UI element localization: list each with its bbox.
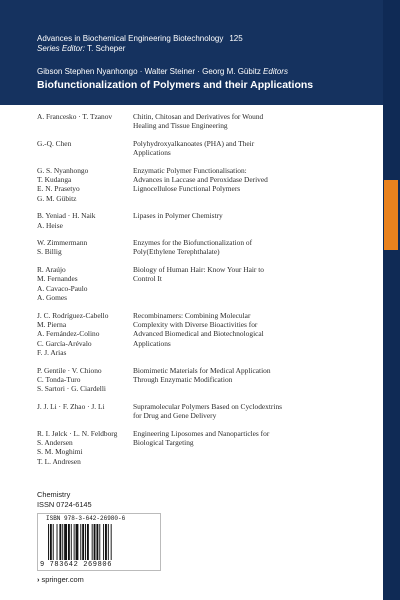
barcode-bar <box>103 524 104 560</box>
barcode <box>37 513 161 571</box>
toc-title: Chitin, Chitosan and Derivatives for Wound Healing and Tissue Engineering <box>133 112 264 131</box>
barcode-bar <box>68 524 70 560</box>
barcode-bar <box>92 524 93 560</box>
site-prefix: › <box>37 575 42 584</box>
series-line <box>37 33 243 44</box>
editors-names: Gibson Stephen Nyanhongo · Walter Steiner · Georg M. Gübitz <box>37 67 261 76</box>
toc-authors: R. I. Jølck · L. N. Feldborg S. Andersen S. M. Moghimi T. L. Andresen <box>37 428 118 466</box>
series-editor-label: Series Editor: <box>37 44 86 53</box>
barcode-bar <box>94 524 96 560</box>
barcode-bar <box>76 524 79 560</box>
toc-authors: B. Yeniad · H. Naik A. Heise <box>37 211 96 230</box>
toc-title: Recombinamers: Combining Molecular Complexity with Diverse Bioactivities for Advanced Biomedical and Biotechnological Applications <box>133 310 264 348</box>
barcode-bar <box>71 524 72 560</box>
subject-label: Chemistry <box>37 490 71 499</box>
toc-entry <box>37 166 377 204</box>
barcode-bar <box>82 524 84 560</box>
barcode-bar <box>87 524 89 560</box>
toc-entry <box>37 311 377 358</box>
toc-entry <box>37 366 377 394</box>
toc-authors: J. J. Li · F. Zhao · J. Li <box>37 401 105 411</box>
toc-title: Enzymes for the Biofunctionalization of Poly(Ethylene Terephthalate) <box>133 238 253 257</box>
toc-authors: J. C. Rodríguez-Cabello M. Pierna A. Fernández-Colino C. García-Arévalo F. J. Arias <box>37 310 109 358</box>
toc-entry <box>37 402 377 421</box>
toc-authors: R. Araújo M. Fernandes A. Cavaco-Paulo A. Gomes <box>37 264 88 303</box>
toc-title: Engineering Liposomes and Nanoparticles for Biological Targeting <box>133 428 270 447</box>
toc-entry <box>37 265 377 303</box>
barcode-bars <box>48 524 152 560</box>
toc-authors: G.-Q. Chen <box>37 138 72 148</box>
toc-authors: A. Francesko · T. Tzanov <box>37 112 113 121</box>
barcode-bar <box>62 524 63 560</box>
book-title: Biofunctionalization of Polymers and their Applications <box>37 79 314 91</box>
toc-entry <box>37 112 377 131</box>
toc-title: Biology of Human Hair: Know Your Hair to Control It <box>133 264 264 284</box>
toc-entry <box>37 211 377 230</box>
issn-label: ISSN 0724-6145 <box>37 500 92 509</box>
right-stripe <box>383 0 400 600</box>
header-band <box>0 0 383 105</box>
toc-entry <box>37 139 377 158</box>
barcode-bar <box>111 524 112 560</box>
contents-list <box>37 112 377 474</box>
barcode-bar <box>53 524 54 560</box>
toc-authors: G. S. Nyanhongo T. Kudanga E. N. Prasetyo G. M. Gübitz <box>37 165 89 203</box>
barcode-bar <box>85 524 86 560</box>
barcode-bar <box>108 524 109 560</box>
barcode-bar <box>59 524 61 560</box>
barcode-bar <box>50 524 52 560</box>
toc-entry <box>37 429 377 467</box>
barcode-bar <box>57 524 58 560</box>
toc-title: Lipases in Polymer Chemistry <box>133 211 223 221</box>
toc-authors: P. Gentile · V. Chiono C. Tonda-Turo S. Sartori · G. Ciardelli <box>37 365 106 394</box>
barcode-bar <box>48 524 49 560</box>
barcode-bar <box>96 524 98 560</box>
barcode-bar <box>105 524 107 560</box>
series-name: Advances in Biochemical Engineering Biotechnology <box>37 34 224 43</box>
series-editor-line <box>37 44 125 53</box>
toc-authors: W. Zimmermann S. Billig <box>37 238 88 257</box>
publisher-site[interactable] <box>37 575 84 584</box>
barcode-number: 9 783642 269806 <box>40 561 113 569</box>
site-link: springer.com <box>41 575 84 584</box>
toc-title: Biomimetic Materials for Medical Application Through Enzymatic Modification <box>133 365 271 384</box>
accent-mark <box>384 180 398 250</box>
toc-title: Supramolecular Polymers Based on Cyclodextrins for Drug and Gene Delivery <box>133 401 283 421</box>
toc-entry <box>37 238 377 257</box>
barcode-bar <box>74 524 75 560</box>
toc-title: Polyhydroxyalkanoates (PHA) and Their Applications <box>133 138 255 158</box>
editors-suffix: Editors <box>263 67 288 76</box>
series-editor: T. Scheper <box>87 44 126 53</box>
isbn-label: ISBN 978-3-642-26980-6 <box>46 515 126 522</box>
barcode-bar <box>80 524 81 560</box>
barcode-bar <box>99 524 100 560</box>
series-number: 125 <box>229 34 243 43</box>
book-editors <box>37 67 288 76</box>
toc-title: Enzymatic Polymer Functionalisation: Advances in Laccase and Peroxidase Derived Lignocellulose Functional Polymers <box>133 165 268 194</box>
barcode-bar <box>64 524 67 560</box>
